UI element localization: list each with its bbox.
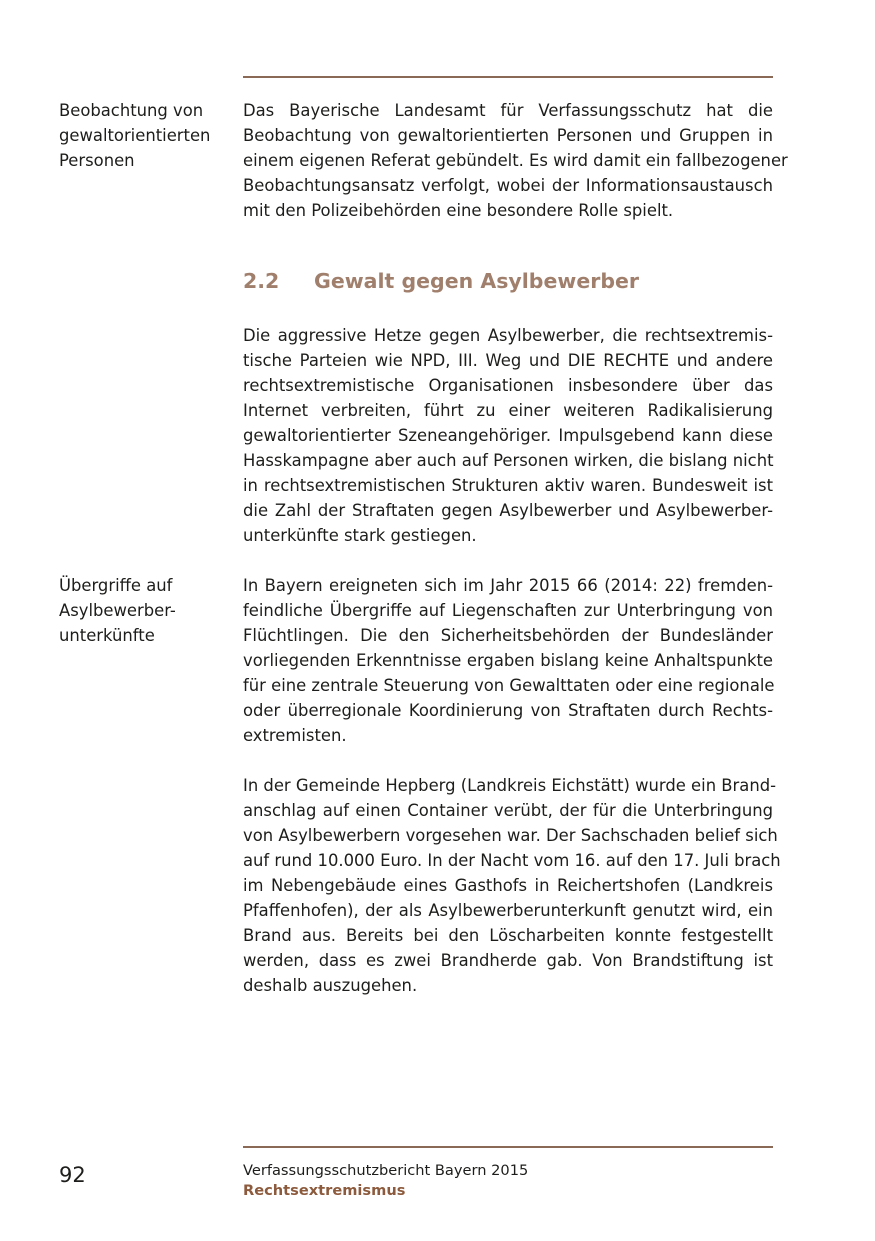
- section-title: Gewalt gegen Asylbewerber: [314, 269, 640, 293]
- margin-note-line: Übergriffe auf: [59, 576, 173, 595]
- paragraph-line: In Bayern ereigneten sich im Jahr 2015 66 (2014: 22) fremden-: [243, 576, 773, 595]
- paragraph-line: einem eigenen Referat gebündelt. Es wird damit ein fallbezogener: [243, 151, 788, 170]
- paragraph-arson-cases: [243, 773, 781, 998]
- footer-divider: [243, 1146, 773, 1148]
- paragraph-line: vorliegenden Erkenntnisse ergaben bislang keine Anhaltspunkte: [243, 651, 773, 670]
- paragraph-line: unterkünfte stark gestiegen.: [243, 526, 477, 545]
- footer-subtitle: Rechtsextremismus: [243, 1182, 406, 1199]
- paragraph-observation: [243, 98, 788, 223]
- paragraph-line: für eine zentrale Steuerung von Gewalttaten oder eine regionale: [243, 676, 775, 695]
- paragraph-line: gewaltorientierter Szeneangehöriger. Impulsgebend kann diese: [243, 426, 773, 445]
- footer-title: Verfassungsschutzbericht Bayern 2015: [243, 1162, 529, 1179]
- paragraph-line: werden, dass es zwei Brandherde gab. Von Brandstiftung ist: [243, 951, 773, 970]
- paragraph-line: im Nebengebäude eines Gasthofs in Reichertshofen (Landkreis: [243, 876, 773, 895]
- paragraph-line: In der Gemeinde Hepberg (Landkreis Eichstätt) wurde ein Brand-: [243, 776, 777, 795]
- margin-note-line: Beobachtung von: [59, 101, 204, 120]
- paragraph-line: feindliche Übergriffe auf Liegenschaften zur Unterbringung von: [243, 601, 773, 620]
- section-heading: [243, 269, 639, 293]
- paragraph-line: Internet verbreiten, führt zu einer weiteren Radikalisierung: [243, 401, 773, 420]
- margin-note-line: Personen: [59, 151, 135, 170]
- paragraph-line: tische Parteien wie NPD, III. Weg und DIE RECHTE und andere: [243, 351, 773, 370]
- paragraph-line: deshalb auszugehen.: [243, 976, 418, 995]
- paragraph-line: die Zahl der Straftaten gegen Asylbewerber und Asylbewerber-: [243, 501, 773, 520]
- paragraph-line: Das Bayerische Landesamt für Verfassungsschutz hat die: [243, 101, 773, 120]
- paragraph-line: anschlag auf einen Container verübt, der für die Unterbringung: [243, 801, 773, 820]
- paragraph-line: oder überregionale Koordinierung von Straftaten durch Rechts-: [243, 701, 773, 720]
- paragraph-line: Pfaffenhofen), der als Asylbewerberunterkunft genutzt wird, ein: [243, 901, 773, 920]
- paragraph-line: mit den Polizeibehörden eine besondere Rolle spielt.: [243, 201, 674, 220]
- paragraph-line: Brand aus. Bereits bei den Löscharbeiten konnte festgestellt: [243, 926, 773, 945]
- page-number: 92: [59, 1163, 86, 1187]
- paragraph-line: extremisten.: [243, 726, 347, 745]
- paragraph-line: Hasskampagne aber auch auf Personen wirken, die bislang nicht: [243, 451, 774, 470]
- paragraph-line: auf rund 10.000 Euro. In der Nacht vom 16. auf den 17. Juli brach: [243, 851, 781, 870]
- paragraph-line: Flüchtlingen. Die den Sicherheitsbehörden der Bundesländer: [243, 626, 773, 645]
- margin-note-attacks: [59, 573, 229, 648]
- paragraph-bavaria-incidents: [243, 573, 773, 748]
- paragraph-line: Die aggressive Hetze gegen Asylbewerber, die rechtsextremis-: [243, 326, 773, 345]
- paragraph-agitation: [243, 323, 773, 548]
- header-divider: [243, 76, 773, 78]
- section-number: 2.2: [243, 269, 280, 293]
- margin-note-line: gewaltorientierten: [59, 126, 211, 145]
- margin-note-line: unterkünfte: [59, 626, 155, 645]
- paragraph-line: Beobachtungsansatz verfolgt, wobei der Informationsaustausch: [243, 176, 773, 195]
- paragraph-line: in rechtsextremistischen Strukturen aktiv waren. Bundesweit ist: [243, 476, 773, 495]
- margin-note-line: Asylbewerber-: [59, 601, 176, 620]
- paragraph-line: rechtsextremistische Organisationen insbesondere über das: [243, 376, 773, 395]
- paragraph-line: Beobachtung von gewaltorientierten Personen und Gruppen in: [243, 126, 773, 145]
- margin-note-observation: [59, 98, 229, 173]
- paragraph-line: von Asylbewerbern vorgesehen war. Der Sachschaden belief sich: [243, 826, 778, 845]
